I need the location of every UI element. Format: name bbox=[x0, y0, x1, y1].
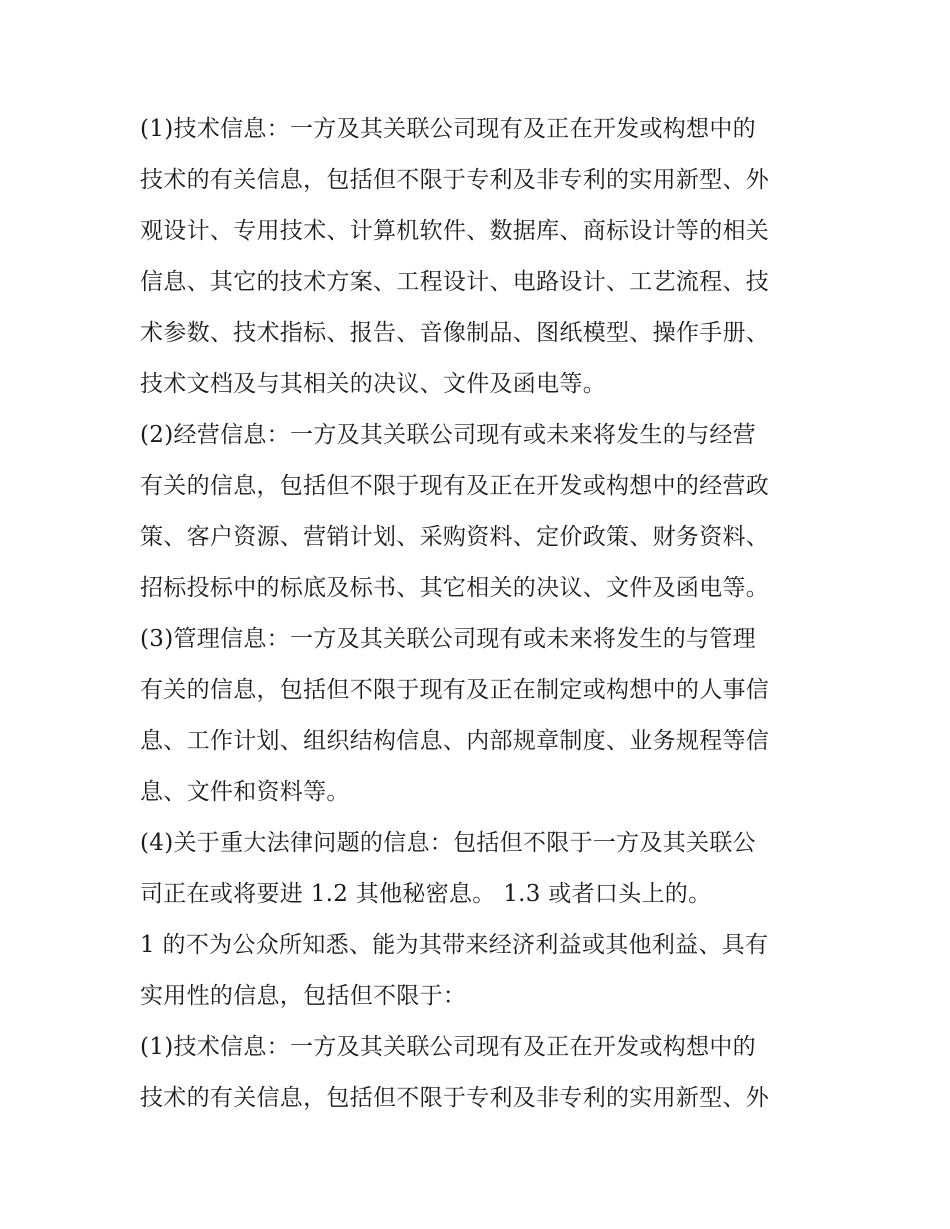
text-line: 技术文档及与其相关的决议、文件及函电等。 bbox=[140, 371, 606, 397]
text-line: 技术的有关信息，包括但不限于专利及非专利的实用新型、外 bbox=[140, 167, 770, 193]
text-line: 息、工作计划、组织结构信息、内部规章制度、业务规程等信 bbox=[140, 728, 770, 754]
text-line: 有关的信息，包括但不限于现有及正在制定或构想中的人事信 bbox=[140, 677, 770, 703]
text-line: 1 的不为公众所知悉、能为其带来经济利益或其他利益、具有 bbox=[140, 932, 769, 958]
text-line: 技术的有关信息，包括但不限于专利及非专利的实用新型、外 bbox=[140, 1085, 770, 1111]
text-line: (1)技术信息：一方及其关联公司现有及正在开发或构想中的 bbox=[140, 116, 756, 142]
document-body bbox=[140, 104, 820, 1124]
text-line: 招标投标中的标底及标书、其它相关的决议、文件及函电等。 bbox=[140, 575, 770, 601]
text-line: 司正在或将要进 1.2 其他秘密息。 1.3 或者口头上的。 bbox=[140, 881, 712, 907]
text-line: 信息、其它的技术方案、工程设计、电路设计、工艺流程、技 bbox=[140, 269, 770, 295]
text-line: (3)管理信息：一方及其关联公司现有或未来将发生的与管理 bbox=[140, 626, 756, 652]
text-line: 有关的信息，包括但不限于现有及正在开发或构想中的经营政 bbox=[140, 473, 770, 499]
text-line: (1)技术信息：一方及其关联公司现有及正在开发或构想中的 bbox=[140, 1034, 756, 1060]
text-line: 术参数、技术指标、报告、音像制品、图纸模型、操作手册、 bbox=[140, 320, 770, 346]
text-line: 观设计、专用技术、计算机软件、数据库、商标设计等的相关 bbox=[140, 218, 770, 244]
text-line: 息、文件和资料等。 bbox=[140, 779, 350, 805]
text-line: (2)经营信息：一方及其关联公司现有或未来将发生的与经营 bbox=[140, 422, 756, 448]
text-line: 实用性的信息，包括但不限于： bbox=[140, 983, 467, 1009]
text-line: (4)关于重大法律问题的信息：包括但不限于一方及其关联公 bbox=[140, 830, 756, 856]
text-line: 策、客户资源、营销计划、采购资料、定价政策、财务资料、 bbox=[140, 524, 770, 550]
